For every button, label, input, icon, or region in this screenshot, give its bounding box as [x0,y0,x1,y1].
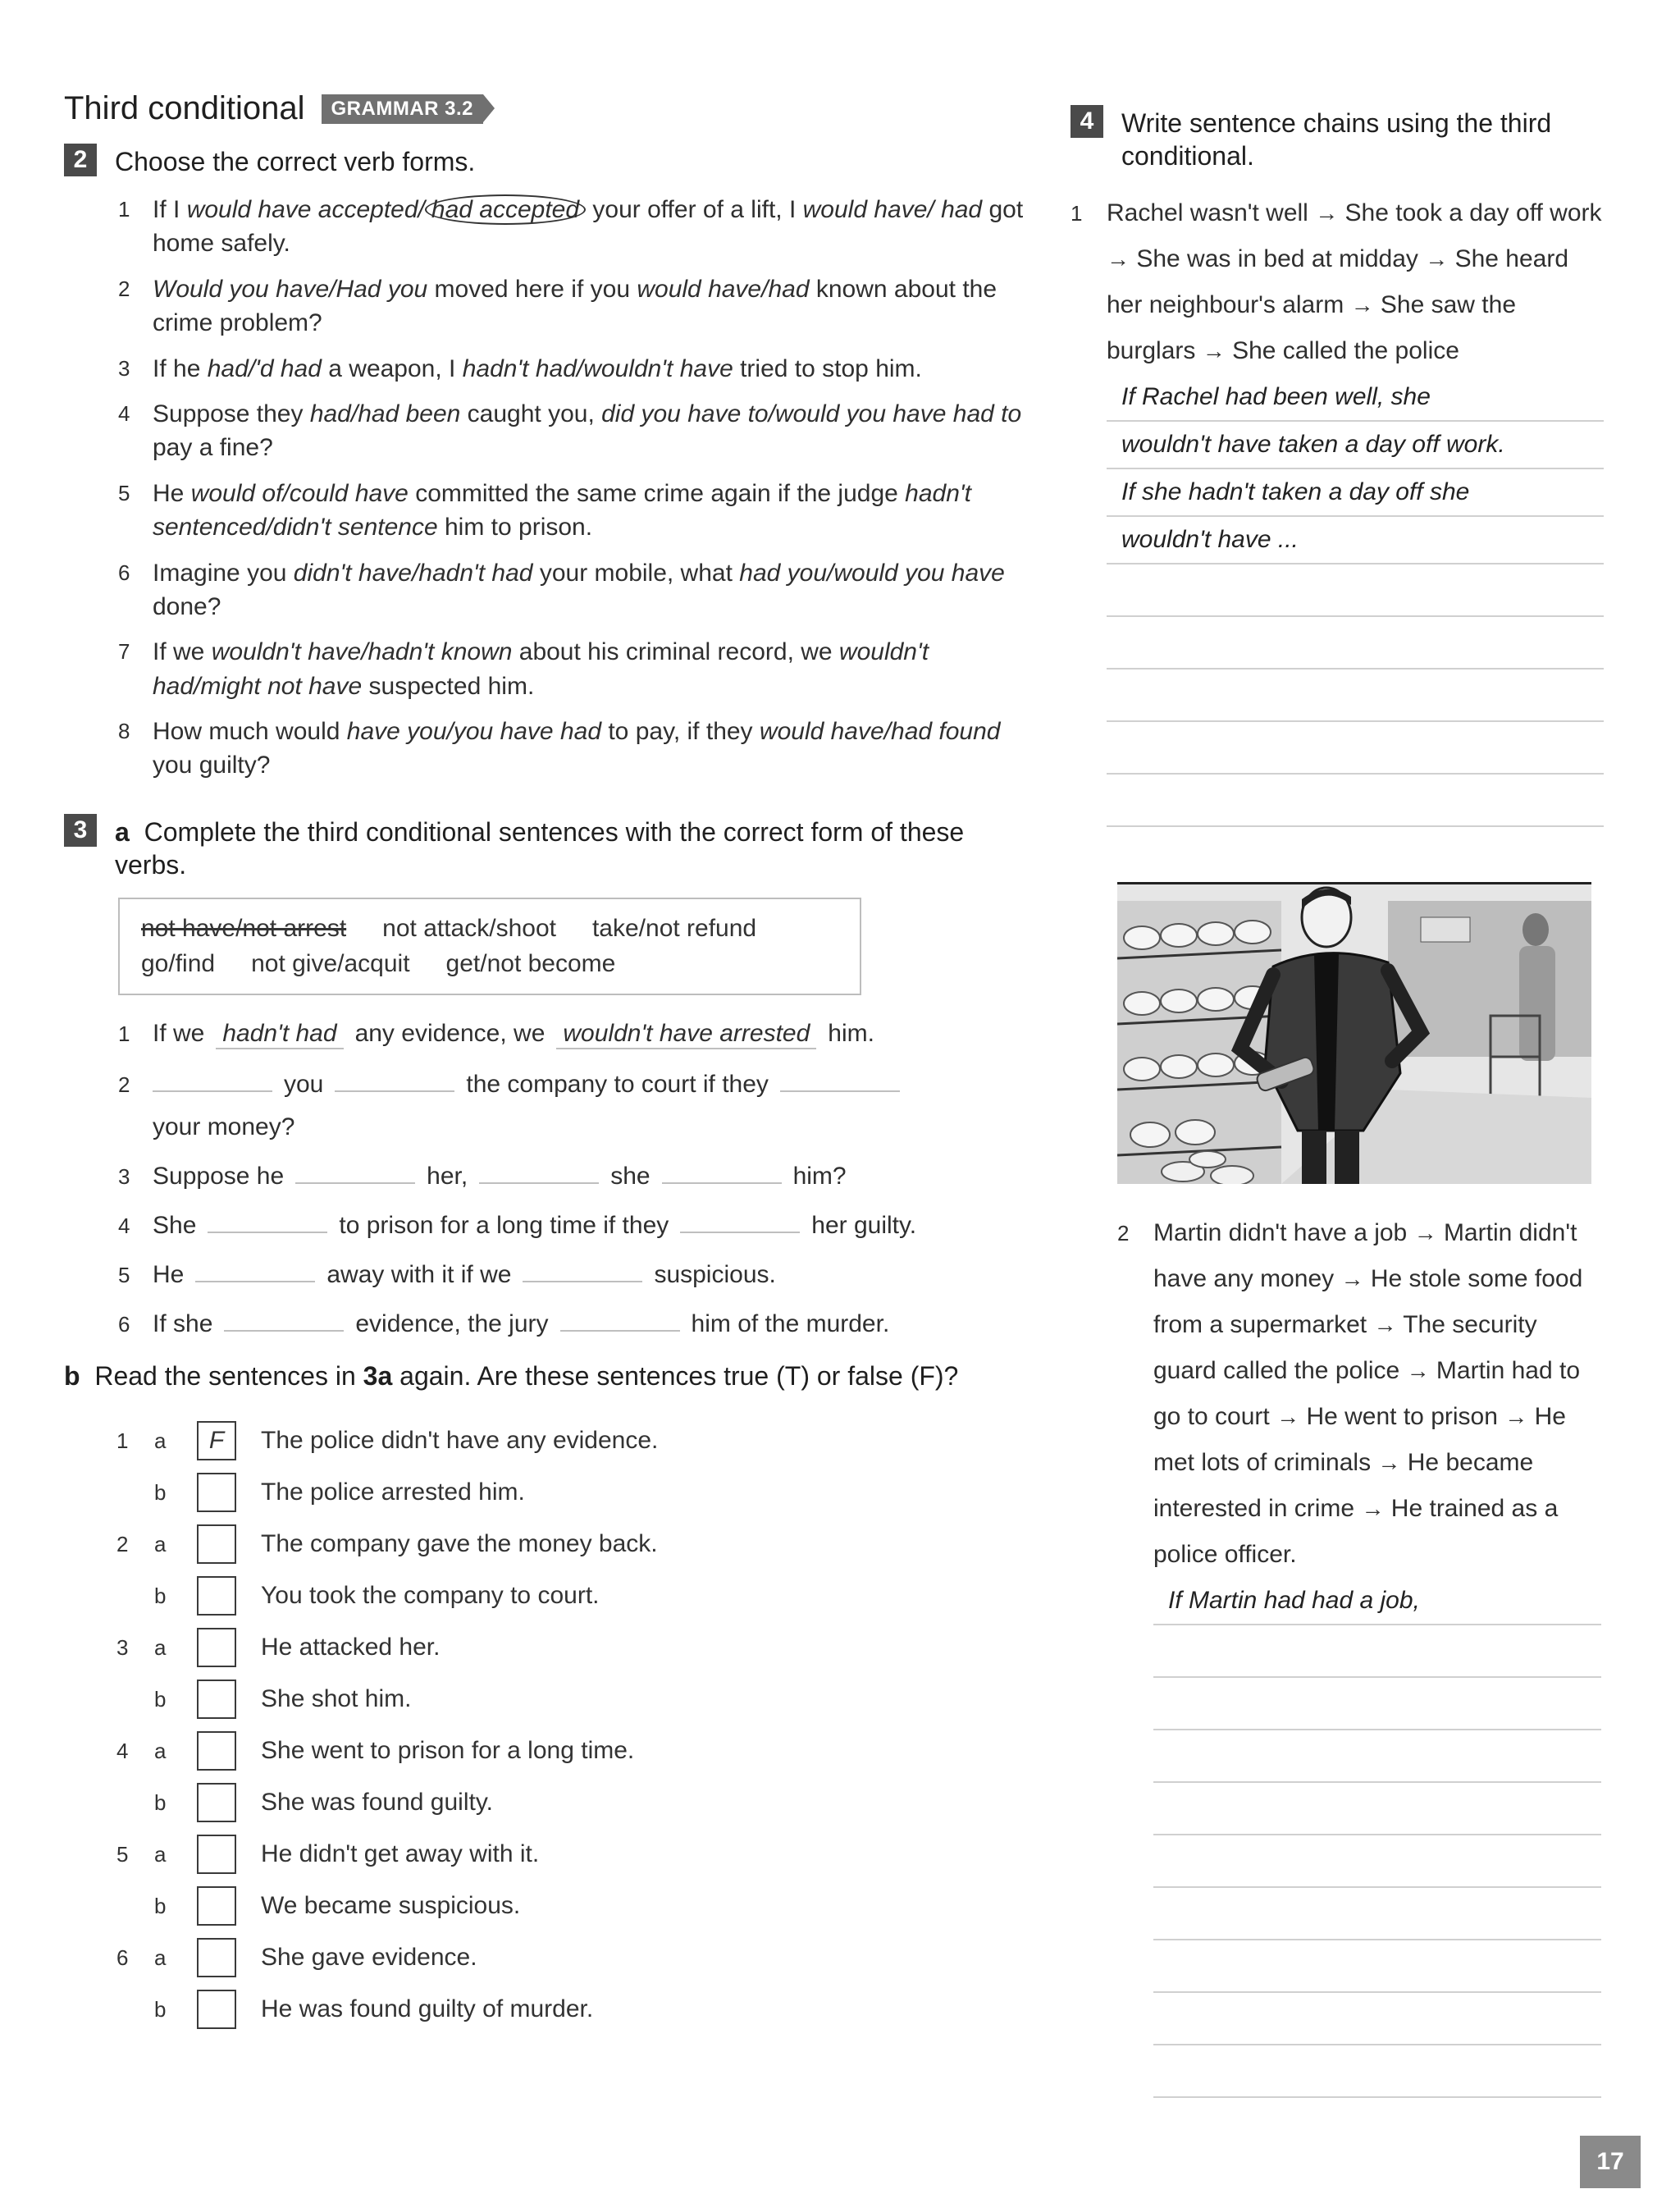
answer-checkbox[interactable] [197,1524,236,1564]
text-segment: committed the same crime again if the judge [408,479,906,507]
text-segment: you [284,1070,324,1098]
item-number: 3 [118,355,130,381]
verb-choice[interactable]: wouldn't had/might not have [153,638,929,700]
answer-checkbox[interactable] [197,1680,236,1719]
text-segment: Imagine you [153,559,294,587]
part-letter: b [64,1360,80,1391]
answer-lines [1153,1578,1601,2098]
exercise-2-item [118,352,1032,386]
arrow-icon: → [1202,338,1226,363]
text-segment: the company to court if they [466,1070,769,1098]
exercise-2-item [118,556,1032,624]
answer-line[interactable] [1153,1730,1601,1783]
chain-step: She saw the burglars [1107,291,1517,364]
gap-fill-text [153,1071,911,1141]
text-segment: about his criminal record, we [512,638,839,666]
exercise-4-header [1071,107,1604,172]
answer-line[interactable] [1153,1783,1601,1835]
left-column [64,90,1032,2036]
answer-checkbox[interactable] [197,1628,236,1667]
statement-text: We became suspicious. [261,1892,521,1920]
verb-choice[interactable]: would have/had [637,275,810,303]
verb-choice[interactable]: had/had been [309,400,461,427]
line-continuation: your money? [153,1113,295,1140]
text-segment: you guilty? [153,752,271,779]
chain-text [1107,190,1604,374]
arrow-icon: → [1340,1266,1364,1291]
verb-choice[interactable]: did you have to/would you have had to [601,400,1022,427]
answer-checkbox[interactable] [197,1783,236,1822]
text-segment: him to prison. [437,514,593,542]
exercise-number-badge: 3 [64,814,97,847]
text-segment: him? [792,1162,847,1190]
item-number: 6 [118,560,130,585]
chain-step: Rachel wasn't well [1107,199,1308,226]
true-false-item [116,1570,1032,1622]
text-segment: away with it if we [326,1260,512,1288]
word-box-item: take/not refund [591,914,757,942]
arrow-icon: → [1425,246,1449,272]
exercise-3-header [64,816,1032,881]
part-a-instruction-text: Complete the third conditional sentences with the correct form of these verbs. [115,816,965,880]
chain-step: The security guard called the police [1153,1311,1537,1384]
statement-text: He didn't get away with it. [261,1840,540,1868]
text-segment: tried to stop him. [733,354,922,382]
answer-line[interactable]: wouldn't have taken a day off work. [1107,422,1604,469]
exercise-2-item [118,272,1032,340]
item-letter: a [154,1531,167,1556]
text-segment: caught you, [460,400,602,427]
item-text [153,635,1032,703]
page-number: 17 [1580,2136,1641,2188]
text-segment: she [610,1162,651,1190]
arrow-icon: → [1413,1220,1437,1245]
true-false-item [116,1984,1032,2036]
text-segment: known about the crime problem? [153,275,998,337]
item-letter: a [154,1428,167,1453]
item-letter: b [154,1479,167,1505]
item-letter: b [154,1893,167,1918]
verb-choice[interactable]: hadn't sentenced/didn't sentence [153,479,971,542]
answer-line[interactable]: wouldn't have ... [1107,517,1604,564]
arrow-icon: → [1373,1312,1397,1337]
word-box-row [141,946,838,982]
verb-choice[interactable]: would have/ had [802,196,983,223]
item-number: 5 [118,1262,130,1287]
chain-step: He became interested in crime [1153,1449,1534,1522]
arrow-icon: → [1276,1404,1300,1429]
answer-line[interactable]: If Martin had had a job, [1153,1578,1601,1625]
item-text [153,556,1032,624]
item-number: 5 [118,480,130,505]
item-number: 2 [118,276,130,301]
item-number: 4 [118,400,130,426]
gap-fill-item [118,1020,1032,1049]
chain-step: Martin didn't have a job [1153,1219,1408,1246]
answer-line[interactable] [1153,1835,1601,1888]
answer-checkbox[interactable]: F [197,1421,236,1460]
statement-text: He was found guilty of murder. [261,1995,594,2023]
chain-item [1117,1210,1601,1578]
text-segment: got home safely. [153,196,1024,258]
item-text [153,272,1032,340]
item-number: 3 [116,1634,129,1660]
answer-checkbox[interactable] [197,1835,236,1874]
part-b-reference: 3a [363,1360,393,1391]
text-segment: your offer of a lift, I [586,196,803,223]
arrow-icon: → [1350,292,1374,318]
exercise-4-item-1 [1071,190,1604,827]
gap-fill-item [118,1212,1032,1240]
answer-checkbox[interactable] [197,1886,236,1926]
answer-line[interactable]: If she hadn't taken a day off she [1107,469,1604,517]
chain-step: She called the police [1232,337,1459,364]
true-false-item [116,1777,1032,1829]
verb-choice[interactable]: Would you have/Had you [153,275,428,303]
text-segment: evidence, the jury [355,1309,549,1337]
answer-line[interactable] [1107,670,1604,722]
gap-fill-text [153,1261,788,1289]
text-segment: If I [153,196,187,223]
answer-line[interactable]: If Rachel had been well, she [1107,374,1604,422]
gap-fill-item [118,1071,1032,1141]
gap-fill-item [118,1163,1032,1191]
exercise-2-instruction: Choose the correct verb forms. [115,147,476,176]
text-segment: to pay, if they [601,718,760,746]
exercise-2-items [64,193,1032,783]
answer-line[interactable] [1107,775,1604,827]
statement-text: The company gave the money back. [261,1530,658,1558]
answer-blank[interactable] [662,1182,782,1184]
item-number: 6 [116,1945,129,1970]
item-text [153,397,1032,465]
exercise-2-header [64,145,1032,178]
exercise-2-item [118,397,1032,465]
answer-blank[interactable] [224,1330,344,1332]
text-segment: If we [153,638,212,666]
exercise-number-badge: 4 [1071,105,1103,138]
text-segment: to prison for a long time if they [339,1211,669,1239]
item-text [153,193,1032,261]
true-false-item [116,1415,1032,1467]
answer-line[interactable] [1107,722,1604,775]
item-letter: b [154,1583,167,1608]
part-letter: a [115,816,130,847]
answer-checkbox[interactable] [197,1576,236,1616]
section-title: Third conditional [64,90,305,126]
true-false-item [116,1674,1032,1725]
part-b-text: again. Are these sentences true (T) or false (F)? [392,1360,959,1391]
chain-step: She was in bed at midday [1136,245,1418,272]
answer-line[interactable] [1153,1888,1601,1940]
statement-text: You took the company to court. [261,1582,600,1610]
true-false-item [116,1829,1032,1881]
arrow-icon: → [1406,1358,1430,1383]
exercise-2-item [118,715,1032,783]
verb-choice[interactable]: didn't have/hadn't had [293,559,533,587]
section-header [64,90,1032,127]
answer-line[interactable] [1107,617,1604,670]
item-letter: a [154,1841,167,1867]
answer-blank[interactable] [195,1281,315,1282]
gap-fill-text [153,1020,886,1049]
item-text [153,352,1032,386]
verb-choice[interactable]: would have/had found [759,718,1001,746]
true-false-item [116,1725,1032,1777]
item-number: 1 [118,197,130,222]
exercise-3a-instruction [115,816,1032,881]
word-box-row [141,911,838,947]
exercise-number-badge: 2 [64,144,97,176]
chain-item [1071,190,1604,374]
item-number: 6 [118,1311,130,1337]
answer-line[interactable] [1153,1993,1601,2045]
arrow-icon: → [1377,1450,1401,1475]
gap-fill-text [153,1310,901,1338]
chain-step: Martin had to go to court [1153,1357,1580,1430]
verb-choice[interactable]: wouldn't have/hadn't known [211,638,513,666]
answer-blank[interactable] [208,1232,327,1233]
gap-fill-text [153,1163,858,1191]
word-box-item: go/find [141,950,216,978]
verb-choice[interactable]: have you/you have had [346,718,602,746]
text-segment: Suppose they [153,400,310,427]
statement-text: She gave evidence. [261,1944,477,1972]
text-segment: moved here if you [427,275,637,303]
selected-answer[interactable]: had accepted [425,194,586,225]
word-box-item: not give/acquit [251,950,410,978]
verb-choice[interactable]: had/'d had [207,354,322,382]
chain-step: He met lots of criminals [1153,1403,1566,1476]
text-segment: She [153,1211,197,1239]
item-letter: a [154,1634,167,1660]
text-segment: any evidence, we [354,1019,546,1047]
text-segment: him of the murder. [691,1309,890,1337]
item-letter: b [154,1686,167,1712]
item-number: 1 [118,1021,130,1046]
statement-text: The police arrested him. [261,1478,525,1506]
exercise-4-instruction: Write sentence chains using the third conditional. [1121,108,1552,171]
answer-blank[interactable] [680,1232,800,1233]
answer-blank[interactable] [523,1281,642,1282]
true-false-item [116,1881,1032,1932]
item-number: 2 [1117,1221,1130,1245]
verb-choice[interactable]: would have accepted/ [186,196,425,223]
item-letter: a [154,1945,167,1970]
text-segment: done? [153,592,221,620]
statement-text: She was found guilty. [261,1789,493,1817]
true-false-item [116,1519,1032,1570]
exercise-2-item [118,635,1032,703]
exercise-2-item [118,477,1032,545]
item-number: 2 [118,1072,130,1097]
verb-choice[interactable]: hadn't had/wouldn't have [462,354,733,382]
verb-choice[interactable]: would of/could have [190,479,409,507]
chain-text [1153,1210,1601,1578]
true-false-list [64,1415,1032,2036]
statement-text: She shot him. [261,1685,412,1713]
answer-line[interactable] [1153,1678,1601,1730]
answer-blank[interactable] [560,1330,680,1332]
answer-blank[interactable] [780,1090,900,1092]
grammar-reference-badge: GRAMMAR 3.2 [322,94,484,124]
text-segment: her guilty. [811,1211,917,1239]
answer-line[interactable] [1153,1940,1601,1993]
text-segment: pay a fine? [153,434,273,462]
word-box [118,898,861,995]
item-text [153,477,1032,545]
item-text [153,715,1032,783]
chain-step: He went to prison [1306,1403,1498,1430]
item-number: 5 [116,1841,129,1867]
arrow-icon: → [1107,246,1130,272]
answer-blank[interactable]: wouldn't have arrested [556,1020,816,1049]
chain-step: She heard her neighbour's alarm [1107,245,1569,318]
answer-checkbox[interactable] [197,1731,236,1771]
answer-checkbox[interactable] [197,1473,236,1512]
item-number: 2 [116,1531,129,1556]
supermarket-illustration [1117,882,1591,1184]
answer-blank[interactable] [479,1182,599,1184]
text-segment: your mobile, what [532,559,740,587]
text-segment: suspicious. [654,1260,776,1288]
exercise-2-item [118,193,1032,261]
verb-choice[interactable]: had you/would you have [739,559,1005,587]
item-letter: b [154,1996,167,2022]
exercise-3a-items [64,1020,1032,1338]
right-column [1071,107,1604,827]
item-number: 3 [118,1163,130,1189]
item-number: 8 [118,719,130,744]
item-letter: a [154,1738,167,1763]
text-segment: her, [427,1162,468,1190]
item-letter: b [154,1789,167,1815]
word-box-item: not have/not arrest [141,914,347,942]
answer-line[interactable] [1153,1625,1601,1678]
item-number: 1 [116,1428,129,1453]
text-segment: If she [153,1309,213,1337]
true-false-item [116,1622,1032,1674]
answer-blank[interactable]: hadn't had [216,1020,343,1049]
answer-blank[interactable] [295,1182,415,1184]
item-number: 4 [116,1738,129,1763]
chain-step: He trained as a police officer. [1153,1495,1559,1568]
answer-blank[interactable] [335,1090,454,1092]
true-false-item [116,1467,1032,1519]
arrow-icon: → [1315,200,1339,226]
answer-blank[interactable] [153,1090,272,1092]
item-number: 4 [118,1213,130,1238]
word-box-item: get/not become [445,950,616,978]
answer-lines [1107,374,1604,827]
statement-text: He attacked her. [261,1634,441,1661]
answer-line[interactable] [1107,564,1604,617]
gap-fill-item [118,1310,1032,1338]
word-box-item: not attack/shoot [382,914,556,942]
text-segment: him. [828,1019,874,1047]
gap-fill-text [153,1212,928,1240]
text-segment: He [153,1260,185,1288]
text-segment: Suppose he [153,1162,285,1190]
chain-step: She took a day off work [1344,199,1602,226]
exercise-4-item-2 [1117,1210,1601,2098]
item-number: 1 [1071,201,1083,226]
chain-step: Martin didn't have any money [1153,1219,1577,1292]
exercise-3b-instruction [64,1360,1032,1392]
answer-checkbox[interactable] [197,1938,236,1977]
item-number: 7 [118,639,130,665]
part-b-text: Read the sentences in [94,1360,363,1391]
chain-step: He stole some food from a supermarket [1153,1265,1583,1338]
text-segment: a weapon, I [321,354,463,382]
statement-text: She went to prison for a long time. [261,1737,635,1765]
answer-line[interactable] [1153,2045,1601,2098]
statement-text: The police didn't have any evidence. [261,1427,659,1455]
answer-checkbox[interactable] [197,1990,236,2029]
true-false-item [116,1932,1032,1984]
text-segment: If we [153,1019,205,1047]
text-segment: He [153,479,191,507]
gap-fill-item [118,1261,1032,1289]
arrow-icon: → [1361,1496,1385,1521]
arrow-icon: → [1504,1404,1528,1429]
text-segment: suspected him. [362,672,535,700]
text-segment: How much would [153,718,347,746]
text-segment: If he [153,354,208,382]
